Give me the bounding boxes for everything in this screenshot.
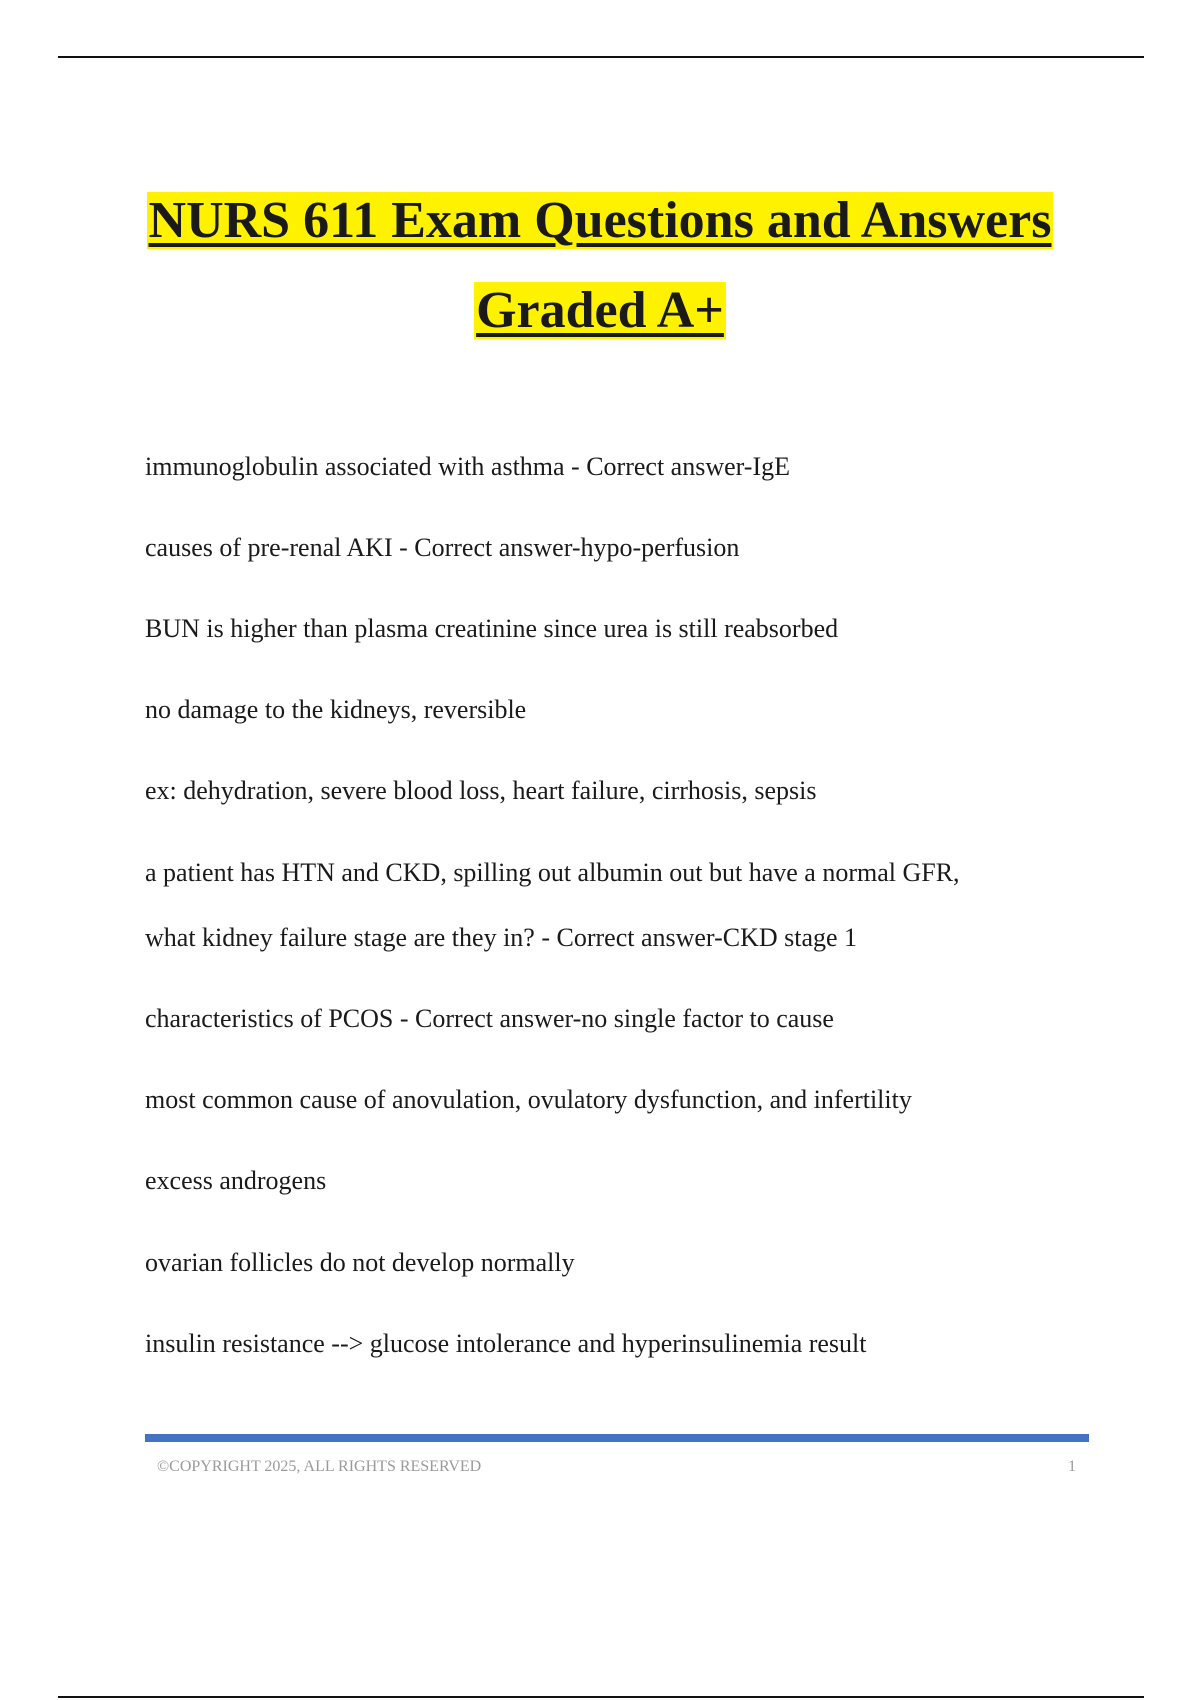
body-line: ex: dehydration, severe blood loss, heart failure, cirrhosis, sepsis [145,776,817,805]
title-text-2: Graded A+ [476,282,724,339]
body-line: most common cause of anovulation, ovulatory dysfunction, and infertility [145,1085,912,1114]
bottom-rule [58,1696,1144,1698]
body-line: immunoglobulin associated with asthma - Correct answer-IgE [145,452,790,481]
title-line-2 [0,266,1200,356]
body-line: insulin resistance --> glucose intolerance and hyperinsulinemia result [145,1329,867,1358]
body-line: causes of pre-renal AKI - Correct answer-hypo-perfusion [145,533,740,562]
body-line: no damage to the kidneys, reversible [145,695,527,724]
body-line: characteristics of PCOS - Correct answer-no single factor to cause [145,1004,834,1033]
title-line-1 [0,176,1200,266]
body-line: what kidney failure stage are they in? - Correct answer-CKD stage 1 [145,923,858,952]
footer-divider [145,1434,1089,1442]
footer-page-number: 1 [1068,1458,1076,1475]
footer-copyright: ©COPYRIGHT 2025, ALL RIGHTS RESERVED [157,1458,482,1475]
body-line: BUN is higher than plasma creatinine since urea is still reabsorbed [145,614,839,643]
body-line: ovarian follicles do not develop normally [145,1248,575,1277]
body-line: a patient has HTN and CKD, spilling out albumin out but have a normal GFR, [145,858,960,887]
document-title [0,176,1200,356]
body-line: excess androgens [145,1166,327,1195]
top-rule [58,56,1144,58]
title-text-1: NURS 611 Exam Questions and Answers [148,192,1052,249]
